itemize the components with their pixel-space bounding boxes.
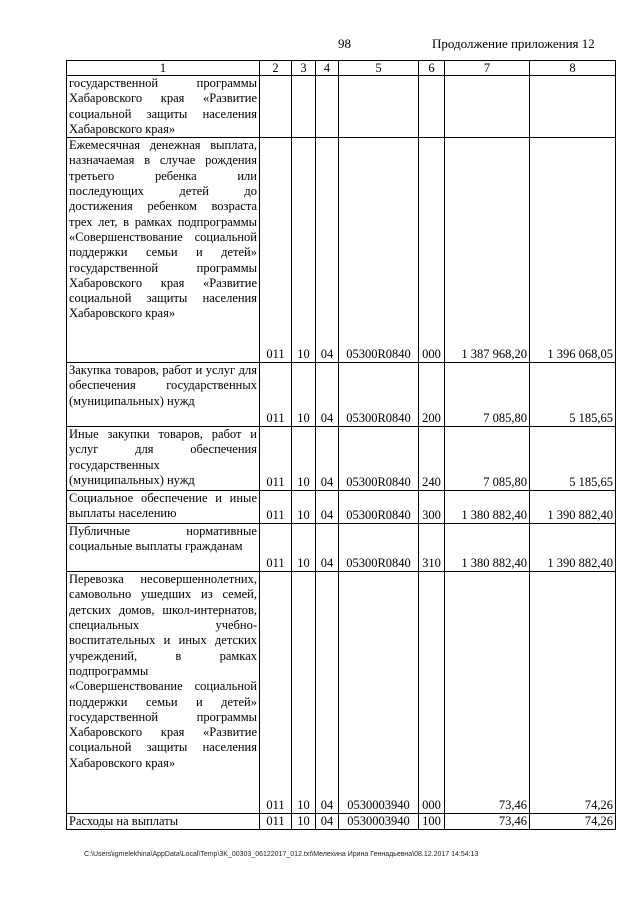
row-target-article: 05300R0840 <box>339 427 419 491</box>
row-expense-type: 310 <box>419 524 445 572</box>
row-subsection: 04 <box>316 427 339 491</box>
col-header-7: 7 <box>445 61 530 76</box>
row-section: 10 <box>292 363 316 427</box>
col-header-4: 4 <box>316 61 339 76</box>
row-amount-1: 1 380 882,40 <box>445 524 530 572</box>
row-target-article: 05300R0840 <box>339 524 419 572</box>
row-name: Закупка товаров, работ и услуг для обеспечения государственных (муниципальных) нужд <box>67 363 260 427</box>
table-row <box>67 138 616 363</box>
row-amount-1: 7 085,80 <box>445 363 530 427</box>
row-amount-1: 73,46 <box>445 814 530 830</box>
col-header-2: 2 <box>260 61 292 76</box>
row-admin-code: 011 <box>260 427 292 491</box>
row-name: Перевозка несовершеннолетних, самовольно ушедших из семей, детских домов, школ-интернатов, специальных учебно-воспитательных и иных детских учреждений, в рамках подпрограммы «Совершенствование социальной поддержки семьи и детей» государственной программы Хабаровского края «Развитие социальной защиты населения Хабаровского края» <box>67 572 260 814</box>
row-subsection: 04 <box>316 814 339 830</box>
row-admin-code: 011 <box>260 572 292 814</box>
row-amount-2: 74,26 <box>530 814 616 830</box>
row-subsection: 04 <box>316 524 339 572</box>
row-amount-1 <box>445 76 530 138</box>
row-amount-2: 74,26 <box>530 572 616 814</box>
row-subsection: 04 <box>316 572 339 814</box>
row-name: государственной программы Хабаровского края «Развитие социальной защиты населения Хабаровского края» <box>67 76 260 138</box>
row-section: 10 <box>292 572 316 814</box>
row-admin-code: 011 <box>260 814 292 830</box>
row-amount-2: 5 185,65 <box>530 427 616 491</box>
row-admin-code: 011 <box>260 491 292 524</box>
row-target-article: 0530003940 <box>339 814 419 830</box>
table-row <box>67 491 616 524</box>
row-admin-code: 011 <box>260 138 292 363</box>
row-subsection: 04 <box>316 491 339 524</box>
row-name: Ежемесячная денежная выплата, назначаемая в случае рождения третьего ребенка или последующих детей до достижения ребенком возраста трех лет, в рамках подпрограммы «Совершенствование социальной поддержки семьи и детей» государственной программы Хабаровского края «Развитие социальной защиты населения Хабаровского края» <box>67 138 260 363</box>
table-row <box>67 572 616 814</box>
col-header-3: 3 <box>292 61 316 76</box>
budget-table <box>66 60 616 830</box>
row-subsection <box>316 76 339 138</box>
row-target-article: 05300R0840 <box>339 138 419 363</box>
row-section: 10 <box>292 524 316 572</box>
col-header-1: 1 <box>67 61 260 76</box>
row-expense-type: 100 <box>419 814 445 830</box>
row-name: Иные закупки товаров, работ и услуг для обеспечения государственных (муниципальных) нужд <box>67 427 260 491</box>
row-section: 10 <box>292 427 316 491</box>
row-section <box>292 76 316 138</box>
row-admin-code: 011 <box>260 363 292 427</box>
row-amount-2: 5 185,65 <box>530 363 616 427</box>
row-expense-type: 200 <box>419 363 445 427</box>
row-subsection: 04 <box>316 363 339 427</box>
row-section: 10 <box>292 814 316 830</box>
page-number: 98 <box>338 36 351 51</box>
row-expense-type: 000 <box>419 138 445 363</box>
col-header-8: 8 <box>530 61 616 76</box>
row-expense-type <box>419 76 445 138</box>
table-row <box>67 814 616 830</box>
row-admin-code: 011 <box>260 524 292 572</box>
row-amount-1: 73,46 <box>445 572 530 814</box>
row-target-article: 05300R0840 <box>339 363 419 427</box>
row-amount-2 <box>530 76 616 138</box>
table-row <box>67 363 616 427</box>
table-row <box>67 427 616 491</box>
row-subsection: 04 <box>316 138 339 363</box>
row-amount-1: 7 085,80 <box>445 427 530 491</box>
col-header-5: 5 <box>339 61 419 76</box>
row-section: 10 <box>292 138 316 363</box>
col-header-6: 6 <box>419 61 445 76</box>
row-expense-type: 300 <box>419 491 445 524</box>
row-amount-1: 1 380 882,40 <box>445 491 530 524</box>
row-expense-type: 240 <box>419 427 445 491</box>
row-name: Социальное обеспечение и иные выплаты населению <box>67 491 260 524</box>
row-admin-code <box>260 76 292 138</box>
row-section: 10 <box>292 491 316 524</box>
appendix-label: Продолжение приложения 12 <box>432 36 595 51</box>
table-header-row <box>67 61 616 76</box>
file-path-footer: C:\Users\igmelekhina\AppData\Local\Temp\3K_00303_06122017_012.txt\Мелехина Ирина Геннадьевна\08.12.2017 14:54:13 <box>84 851 479 858</box>
table-row <box>67 524 616 572</box>
row-amount-2: 1 396 068,05 <box>530 138 616 363</box>
row-amount-2: 1 390 882,40 <box>530 524 616 572</box>
row-name: Публичные нормативные социальные выплаты гражданам <box>67 524 260 572</box>
table-row <box>67 76 616 138</box>
row-name: Расходы на выплаты <box>67 814 260 830</box>
row-target-article: 05300R0840 <box>339 491 419 524</box>
row-amount-1: 1 387 968,20 <box>445 138 530 363</box>
row-amount-2: 1 390 882,40 <box>530 491 616 524</box>
row-expense-type: 000 <box>419 572 445 814</box>
row-target-article <box>339 76 419 138</box>
row-target-article: 0530003940 <box>339 572 419 814</box>
